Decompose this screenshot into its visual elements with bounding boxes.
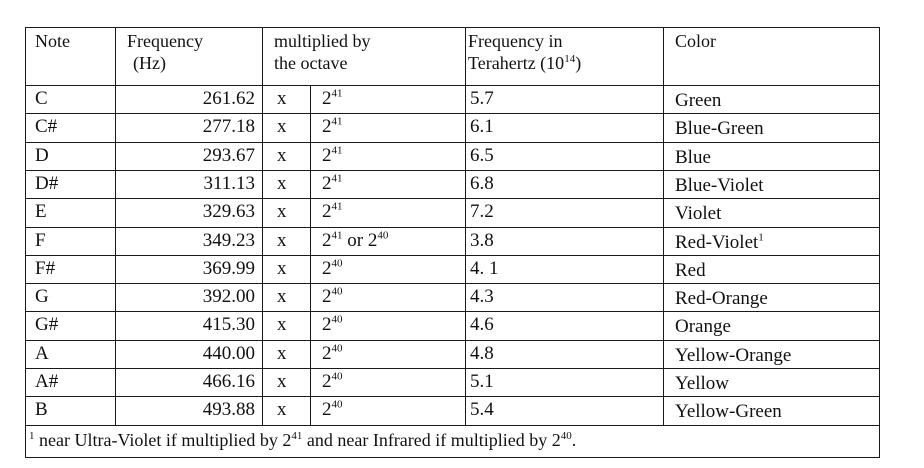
cell-note: D#	[35, 173, 59, 194]
cell-frequency: 311.13	[203, 173, 255, 194]
cell-note: A#	[35, 371, 59, 392]
cell-color: Blue	[675, 147, 711, 168]
cell-frequency-thz: 4.3	[470, 286, 494, 307]
cell-frequency-thz: 5.1	[470, 371, 494, 392]
grid-line	[25, 457, 880, 458]
cell-frequency: 415.30	[202, 314, 255, 335]
cell-frequency-thz: 7.2	[470, 201, 494, 222]
frequency-color-table	[25, 27, 880, 457]
cell-color: Yellow	[675, 373, 730, 394]
cell-octave-power: $2^{40}$	[322, 342, 343, 364]
cell-multiply-sign: x	[277, 258, 287, 279]
cell-frequency: 392.00	[202, 286, 255, 307]
cell-color: Blue-Green	[675, 118, 764, 139]
grid-line	[879, 27, 880, 457]
grid-line	[25, 255, 880, 256]
cell-frequency: 293.67	[202, 145, 255, 166]
cell-multiply-sign: x	[277, 371, 287, 392]
cell-frequency-thz: 6.8	[470, 173, 494, 194]
grid-line	[25, 142, 880, 143]
grid-line	[25, 425, 880, 426]
cell-octave-power: $2^{41}$ or $2^{40}$	[322, 229, 389, 251]
cell-multiply-sign: x	[277, 145, 287, 166]
cell-multiply-sign: x	[277, 314, 287, 335]
cell-note: E	[35, 201, 47, 222]
cell-octave-power: $2^{40}$	[322, 370, 343, 392]
cell-note: F	[35, 230, 46, 251]
grid-line	[25, 27, 880, 28]
grid-line	[25, 227, 880, 228]
cell-color: Yellow-Green	[675, 401, 782, 422]
cell-frequency: 369.99	[202, 258, 255, 279]
cell-color: Yellow-Orange	[675, 345, 792, 366]
cell-frequency-thz: 5.7	[470, 88, 494, 109]
grid-line	[262, 27, 263, 425]
cell-multiply-sign: x	[277, 116, 287, 137]
cell-multiply-sign: x	[277, 173, 287, 194]
grid-line	[25, 340, 880, 341]
cell-octave-power: $2^{41}$	[322, 172, 343, 194]
cell-frequency-thz: 5.4	[470, 399, 494, 420]
header-color: Color	[675, 31, 717, 51]
cell-color: Red-Violet$^1$	[675, 231, 764, 253]
grid-line	[25, 368, 880, 369]
cell-frequency-thz: 3.8	[470, 230, 494, 251]
cell-multiply-sign: x	[277, 230, 287, 251]
cell-frequency: 466.16	[202, 371, 255, 392]
cell-multiply-sign: x	[277, 399, 287, 420]
cell-color: Red-Orange	[675, 288, 768, 309]
cell-octave-power: $2^{40}$	[322, 257, 343, 279]
cell-frequency: 349.23	[202, 230, 255, 251]
grid-line	[115, 27, 116, 425]
grid-line	[25, 27, 26, 457]
cell-frequency: 277.18	[202, 116, 255, 137]
cell-color: Blue-Violet	[675, 175, 764, 196]
cell-frequency-thz: 6.5	[470, 145, 494, 166]
cell-frequency-thz: 4.8	[470, 343, 494, 364]
cell-note: C	[35, 88, 48, 109]
header-frequency: Frequency (Hz)	[127, 31, 203, 73]
cell-note: G	[35, 286, 49, 307]
header-note: Note	[35, 31, 70, 51]
cell-color: Violet	[675, 203, 722, 224]
grid-line	[25, 113, 880, 114]
cell-color: Green	[675, 90, 722, 111]
cell-octave-power: $2^{40}$	[322, 313, 343, 335]
cell-note: C#	[35, 116, 58, 137]
cell-frequency-thz: 6.1	[470, 116, 494, 137]
grid-line	[25, 311, 880, 312]
cell-octave-power: $2^{41}$	[322, 144, 343, 166]
grid-line	[25, 170, 880, 171]
cell-frequency: 493.88	[202, 399, 255, 420]
cell-color: Red	[675, 260, 706, 281]
cell-octave-power: $2^{41}$	[322, 200, 343, 222]
cell-multiply-sign: x	[277, 286, 287, 307]
cell-frequency-thz: 4.6	[470, 314, 494, 335]
cell-note: G#	[35, 314, 59, 335]
cell-octave-power: $2^{40}$	[322, 285, 343, 307]
cell-note: A	[35, 343, 49, 364]
cell-octave-power: $2^{40}$	[322, 398, 343, 420]
grid-line	[465, 27, 466, 425]
cell-note: D	[35, 145, 49, 166]
cell-frequency: 261.62	[202, 88, 255, 109]
cell-multiply-sign: x	[277, 88, 287, 109]
grid-line	[663, 27, 664, 425]
cell-note: F#	[35, 258, 56, 279]
cell-octave-power: $2^{41}$	[322, 87, 343, 109]
grid-line	[25, 283, 880, 284]
grid-line	[25, 85, 880, 86]
footnote: $^1$ near Ultra-Violet if multiplied by $2^{41}$ and near Infrared if multiplied by $2^{40}$.	[29, 430, 577, 450]
header-frequency-thz: Frequency in Terahertz $(10^{14})$	[468, 31, 582, 73]
cell-frequency: 440.00	[202, 343, 255, 364]
cell-octave-power: $2^{41}$	[322, 115, 343, 137]
grid-line	[25, 198, 880, 199]
cell-frequency: 329.63	[202, 201, 255, 222]
grid-line	[25, 396, 880, 397]
grid-line	[310, 85, 311, 425]
cell-color: Orange	[675, 316, 731, 337]
cell-multiply-sign: x	[277, 201, 287, 222]
cell-note: B	[35, 399, 48, 420]
cell-multiply-sign: x	[277, 343, 287, 364]
cell-frequency-thz: 4. 1	[470, 258, 499, 279]
header-multiplied: multiplied by the octave	[274, 31, 371, 73]
